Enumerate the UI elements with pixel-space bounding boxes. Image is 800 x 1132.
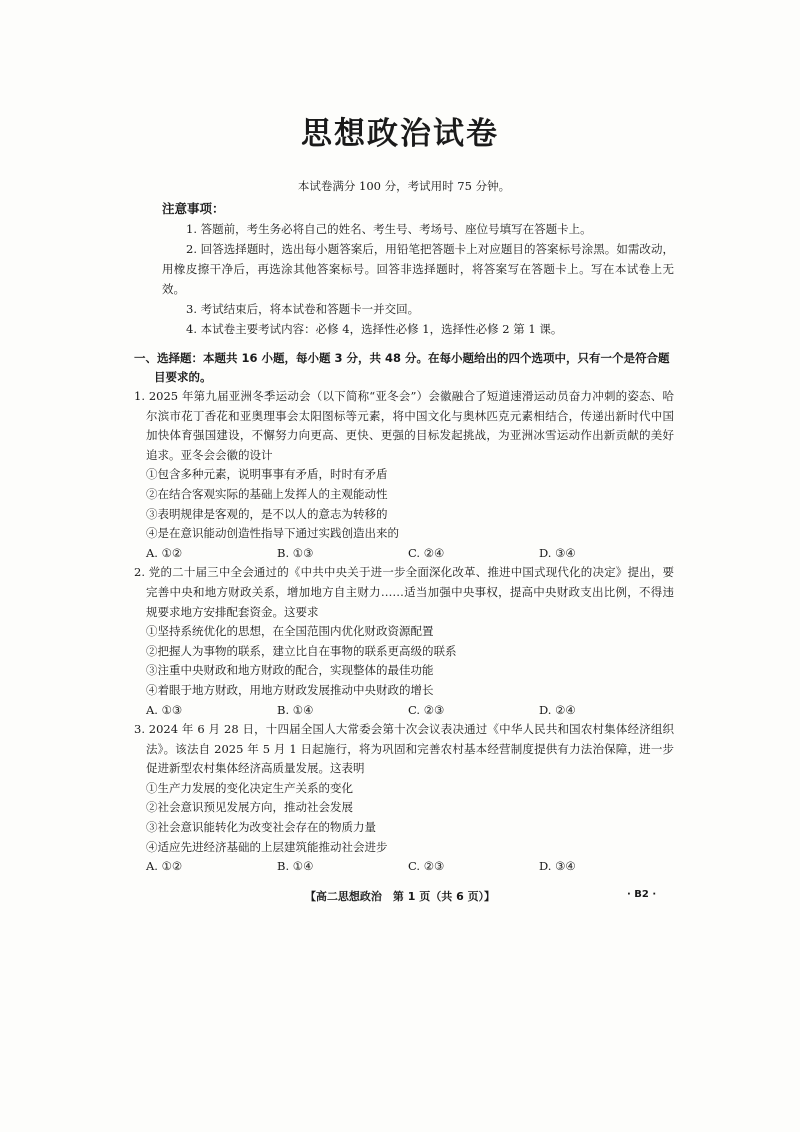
exam-title: 思想政治试卷 [301,116,499,152]
question-option: ④适应先进经济基础的上层建筑能推动社会进步 [146,839,388,854]
question-1 [134,387,674,563]
answer-choice-a: A. ①② [146,859,183,874]
question-option: ①坚持系统优化的思想，在全国范围内优化财政资源配置 [146,624,434,639]
footer-code: · B2 · [627,889,657,900]
question-option: ①生产力发展的变化决定生产关系的变化 [146,780,353,795]
page-footer: 【高二思想政治 第 1 页（共 6 页）】 [304,890,496,903]
question-option: ②把握人为事物的联系，建立比自在事物的联系更高级的联系 [146,643,457,658]
answer-choice-b: B. ①④ [277,859,314,874]
answer-choice-c: C. ②③ [408,859,445,874]
answer-choice-d: D. ③④ [539,545,576,560]
question-option: ①包含多种元素，说明事事有矛盾，时时有矛盾 [146,467,388,482]
answer-choice-c: C. ②③ [408,702,445,717]
notice-item-1: 1. 答题前，考生务必将自己的姓名、考生号、考场号、座位号填写在答题卡上。 [186,222,592,236]
exam-content [134,178,674,877]
answer-choices [134,544,674,564]
exam-meta: 本试卷满分 100 分，考试用时 75 分钟。 [297,179,511,193]
answer-choice-d: D. ②④ [539,702,576,717]
answer-choice-b: B. ①③ [277,545,314,560]
question-option: ②社会意识预见发展方向，推动社会发展 [146,800,353,815]
answer-choices [134,701,674,721]
answer-choice-a: A. ①③ [146,702,183,717]
notice-item-3: 3. 考试结束后，将本试卷和答题卡一并交回。 [186,302,420,316]
question-2 [134,563,674,720]
question-option: ③注重中央财政和地方财政的配合，实现整体的最佳功能 [146,663,434,678]
answer-choice-a: A. ①② [146,545,183,560]
section-heading: 一、选择题：本题共 16 小题，每小题 3 分，共 48 分。在每小题给出的四个选项中，只有一个是符合题目要求的。 [134,351,670,384]
notice-item-2: 2. 回答选择题时，选出每小题答案后，用铅笔把答题卡上对应题目的答案标号涂黑。如需改动，用橡皮擦干净后，再选涂其他答案标号。回答非选择题时，将答案写在答题卡上。写在本试卷上无效。 [162,242,674,296]
question-option: ④着眼于地方财政，用地方财政发展推动中央财政的增长 [146,682,434,697]
question-stem: 1. 2025 年第九届亚洲冬季运动会（以下简称“亚冬会”）会徽融合了短道速滑运动员奋力冲刺的姿态、哈尔滨市花丁香花和亚奥理事会太阳图标等元素，将中国文化与奥林匹克元素相结合，传递出新时代中国加快体育强国建设，不懈努力向更高、更快、更强的目标发起挑战，为亚洲冰雪运动作出新贡献的美好追求。亚冬会会徽的设计 [134,389,674,462]
question-option: ②在结合客观实际的基础上发挥人的主观能动性 [146,486,388,501]
notice-item-4: 4. 本试卷主要考试内容：必修 4，选择性必修 1，选择性必修 2 第 1 课。 [186,322,563,336]
question-stem: 2. 党的二十届三中全会通过的《中共中央关于进一步全面深化改革、推进中国式现代化的决定》提出，要完善中央和地方财政关系，增加地方自主财力……适当加强中央事权，提高中央财政支出比例，不得违规要求地方安排配套资金。这要求 [134,565,674,619]
answer-choice-c: C. ②④ [408,545,445,560]
question-option: ③社会意识能转化为改变社会存在的物质力量 [146,820,376,835]
question-stem: 3. 2024 年 6 月 28 日，十四届全国人大常委会第十次会议表决通过《中华人民共和国农村集体经济组织法》。该法自 2025 年 5 月 1 日起施行，将为巩固和完善农村基本经营制度提供有力法治保障，进一步促进新型农村集体经济高质量发展。这表明 [134,722,674,776]
question-3 [134,720,674,877]
notice-heading: 注意事项： [162,201,225,216]
answer-choice-d: D. ③④ [539,859,576,874]
answer-choices [134,857,674,877]
answer-choice-b: B. ①④ [277,702,314,717]
notice-block [134,199,674,339]
question-option: ③表明规律是客观的，是不以人的意志为转移的 [146,506,388,521]
question-option: ④是在意识能动创造性指导下通过实践创造出来的 [146,526,399,541]
